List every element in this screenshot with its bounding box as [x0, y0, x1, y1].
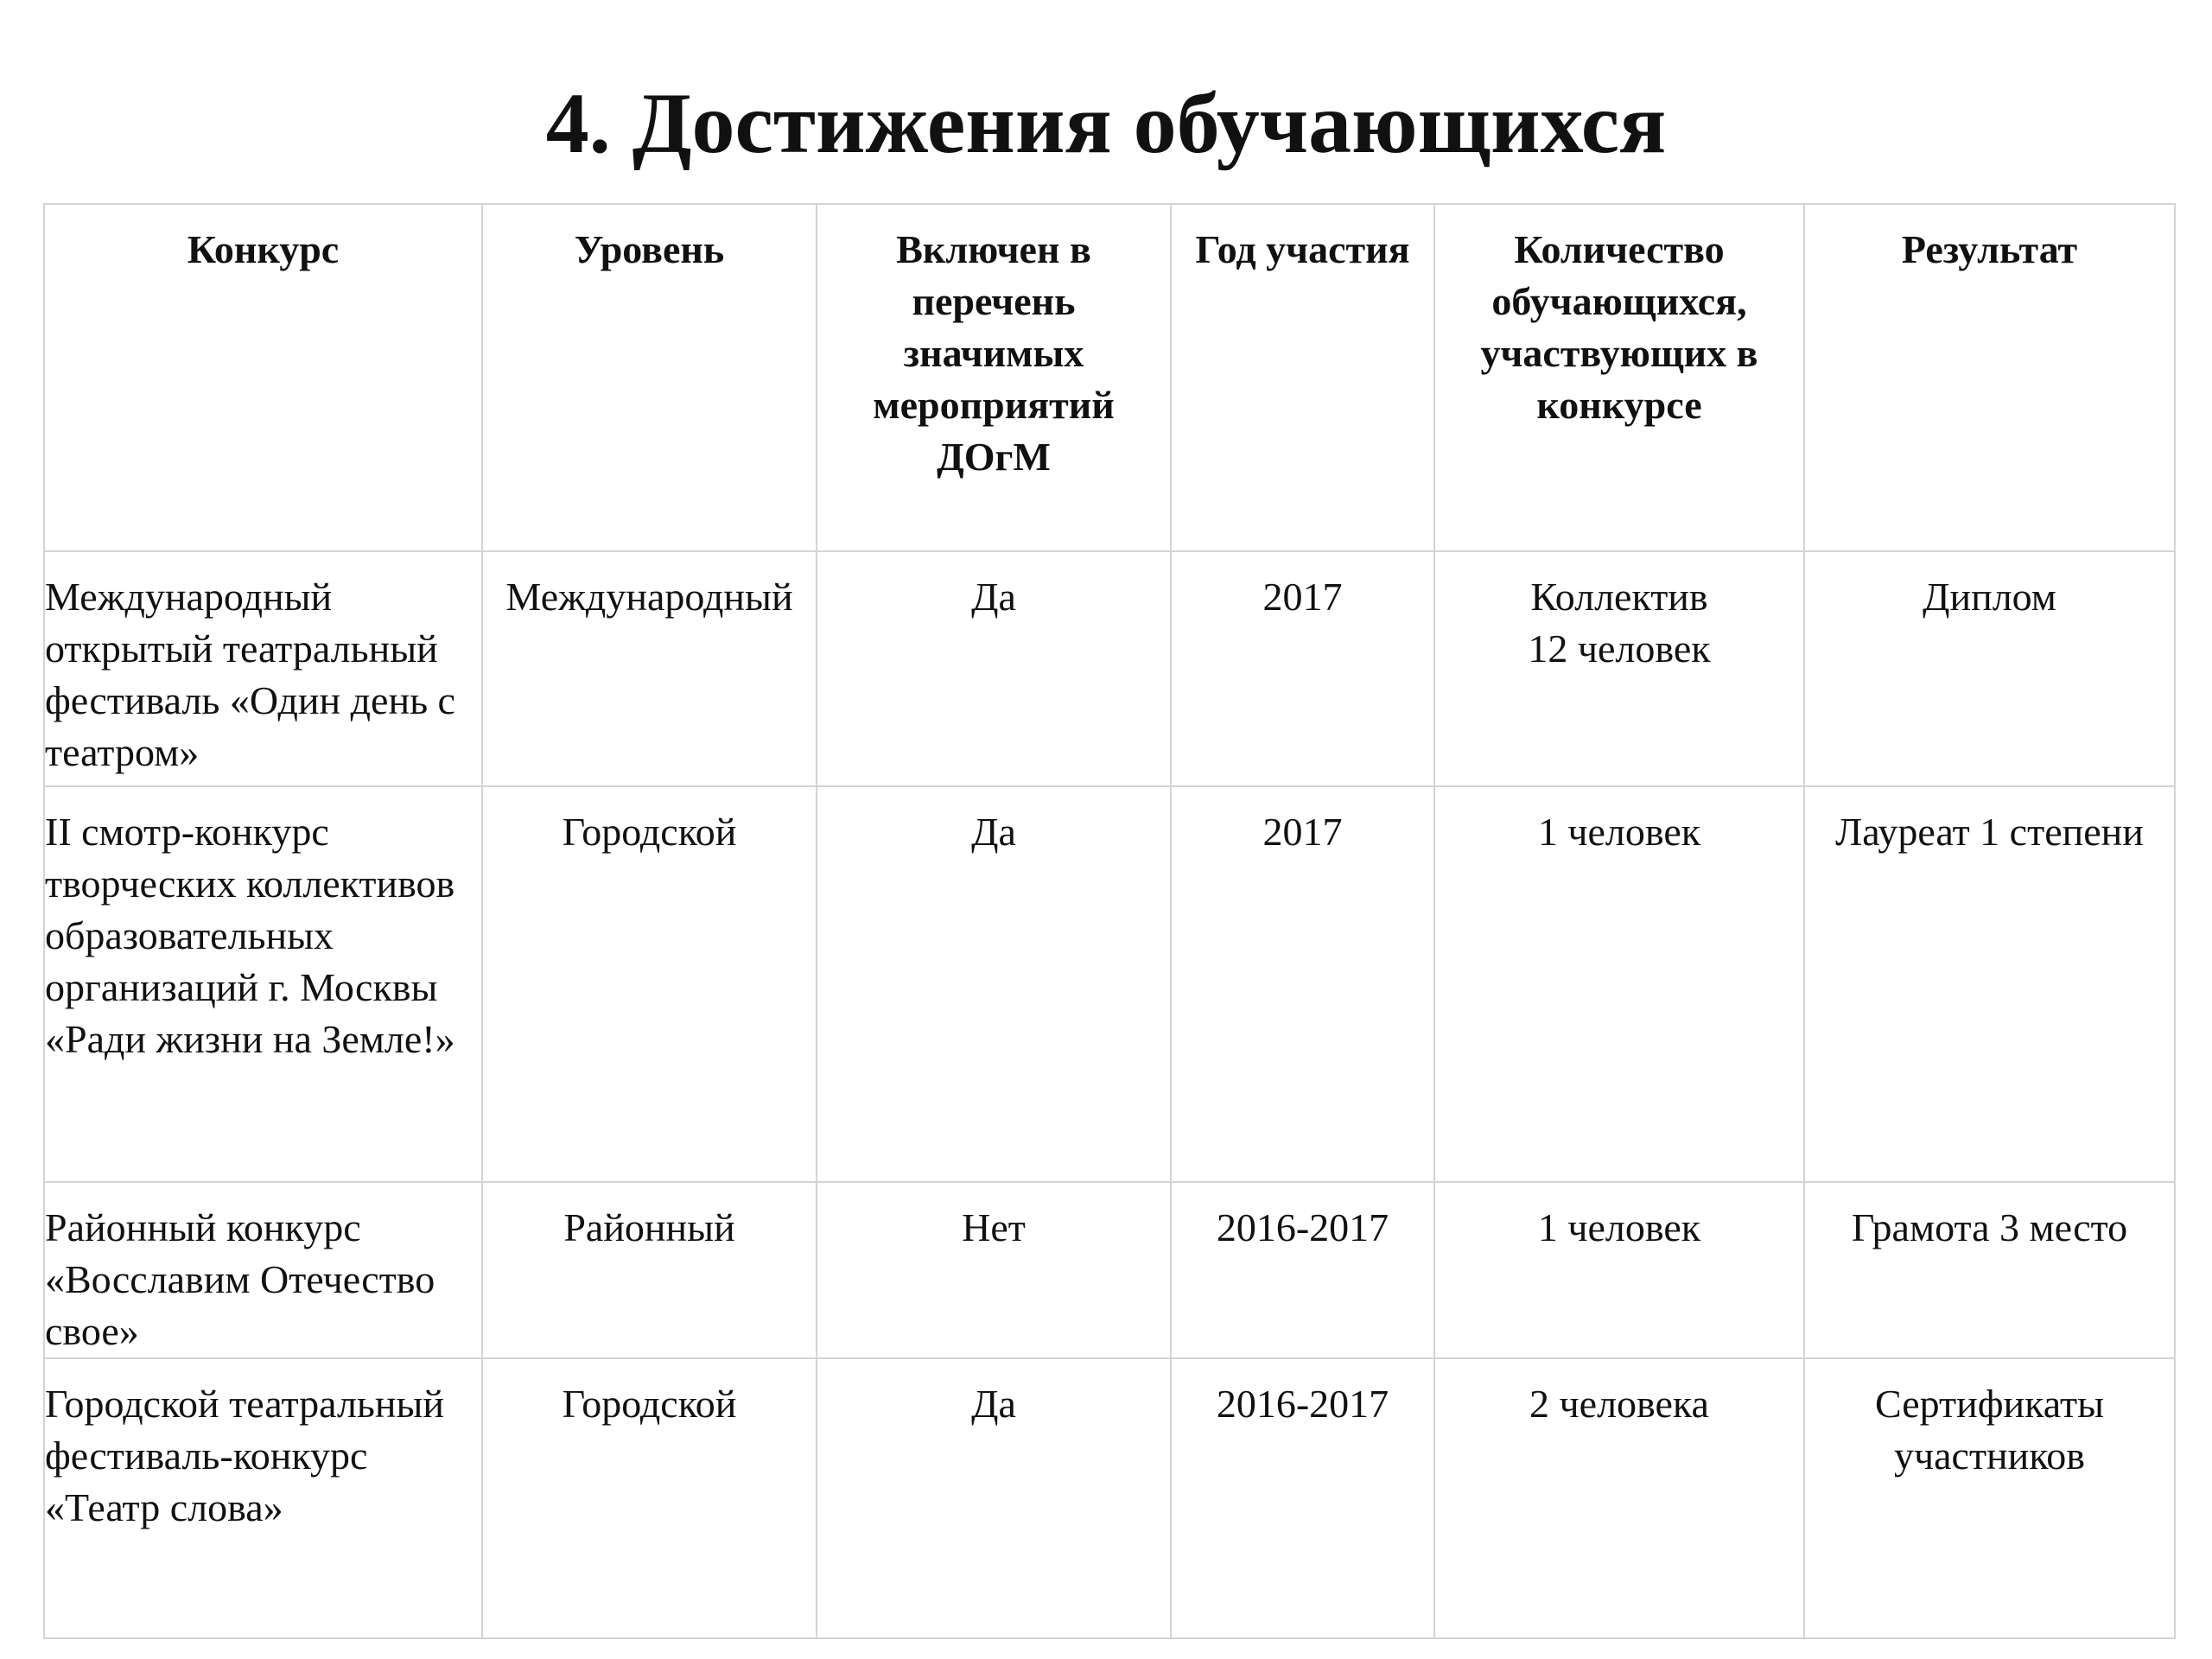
cell-result: Грамота 3 место	[1804, 1182, 2175, 1358]
table-header-row	[44, 204, 2175, 551]
cell-contest: Международный открытый театральный фестиваль «Один день с театром»	[44, 551, 482, 786]
cell-level: Районный	[482, 1182, 817, 1358]
cell-year: 2016-2017	[1171, 1182, 1434, 1358]
cell-participants	[1434, 551, 1804, 786]
header-level: Уровень	[482, 204, 817, 551]
cell-contest: Городской театральный фестиваль-конкурс «Театр слова»	[44, 1358, 482, 1638]
cell-participants: 1 человек	[1434, 786, 1804, 1182]
cell-level: Городской	[482, 786, 817, 1182]
cell-included: Да	[817, 1358, 1171, 1638]
cell-result: Диплом	[1804, 551, 2175, 786]
header-year: Год участия	[1171, 204, 1434, 551]
header-participants: Количество обучающихся, участвующих в конкурсе	[1434, 204, 1804, 551]
cell-level: Городской	[482, 1358, 817, 1638]
cell-participants: 1 человек	[1434, 1182, 1804, 1358]
cell-contest: Районный конкурс «Восславим Отечество свое»	[44, 1182, 482, 1358]
participants-line: Коллектив	[1530, 575, 1708, 619]
cell-year: 2017	[1171, 551, 1434, 786]
page-title: 4. Достижения обучающихся	[545, 75, 1667, 171]
cell-included: Да	[817, 551, 1171, 786]
cell-participants: 2 человека	[1434, 1358, 1804, 1638]
cell-level: Международный	[482, 551, 817, 786]
table-row	[44, 1358, 2175, 1638]
table-row	[44, 551, 2175, 786]
participants-line: 12 человек	[1528, 626, 1711, 671]
header-contest: Конкурс	[44, 204, 482, 551]
table-row	[44, 786, 2175, 1182]
table-row	[44, 1182, 2175, 1358]
cell-included: Да	[817, 786, 1171, 1182]
cell-included: Нет	[817, 1182, 1171, 1358]
cell-result: Сертификаты участников	[1804, 1358, 2175, 1638]
cell-result: Лауреат 1 степени	[1804, 786, 2175, 1182]
header-included: Включен в перечень значимых мероприятий ДОгМ	[817, 204, 1171, 551]
cell-year: 2017	[1171, 786, 1434, 1182]
achievements-table	[43, 203, 2176, 1639]
cell-contest: II смотр-конкурс творческих коллективов образовательных организаций г. Москвы «Ради жизни на Земле!»	[44, 786, 482, 1182]
cell-year: 2016-2017	[1171, 1358, 1434, 1638]
header-result: Результат	[1804, 204, 2175, 551]
